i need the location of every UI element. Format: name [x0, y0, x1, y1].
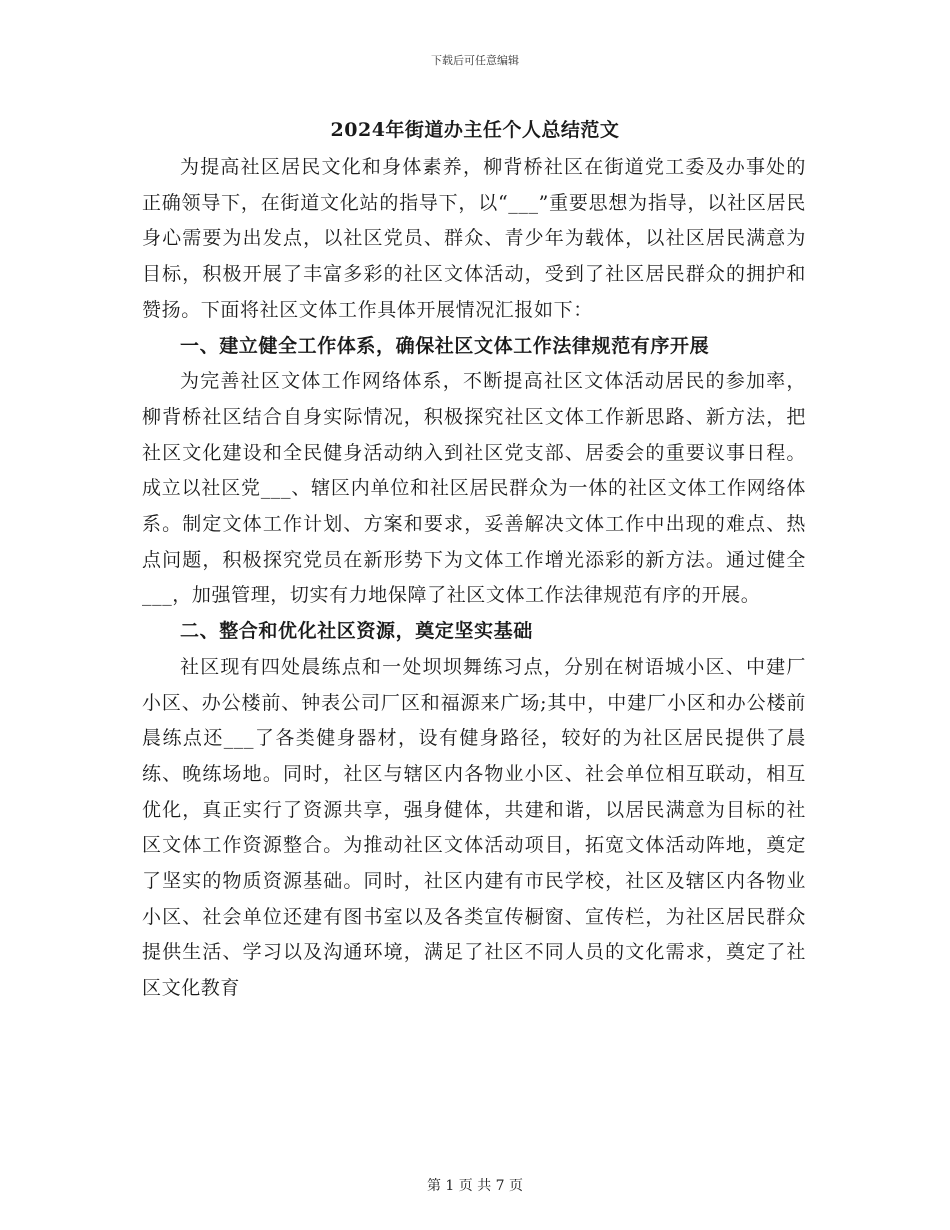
intro-paragraph: 为提高社区居民文化和身体素养，柳背桥社区在街道党工委及办事处的正确领导下，在街道文化站的指导下，以“___”重要思想为指导，以社区居民身心需要为出发点，以社区党员、群众、青少年为载体，以社区居民满意为目标，积极开展了丰富多彩的社区文体活动，受到了社区居民群众的拥护和赞扬。下面将社区文体工作具体开展情况汇报如下：	[142, 156, 806, 321]
document-title: 2024年街道办主任个人总结范文	[330, 119, 620, 141]
document-body	[142, 150, 806, 1007]
section-heading-2: 二、整合和优化社区资源，奠定坚实基础	[180, 620, 533, 643]
page-header-note: 下载后可任意编辑	[431, 54, 519, 67]
section-heading-1: 一、建立健全工作体系，确保社区文体工作法律规范有序开展	[180, 334, 710, 357]
page-number: 第 1 页 共 7 页	[426, 1178, 524, 1194]
section-1-paragraph: 为完善社区文体工作网络体系，不断提高社区文体活动居民的参加率，柳背桥社区结合自身实际情况，积极探究社区文体工作新思路、新方法，把社区文化建设和全民健身活动纳入到社区党支部、居委会的重要议事日程。成立以社区党___、辖区内单位和社区居民群众为一体的社区文体工作网络体系。制定文体工作计划、方案和要求，妥善解决文体工作中出现的难点、热点问题，积极探究党员在新形势下为文体工作增光添彩的新方法。通过健全___，加强管理，切实有力地保障了社区文体工作法律规范有序的开展。	[142, 370, 806, 607]
section-2-paragraph: 社区现有四处晨练点和一处坝坝舞练习点，分别在树语城小区、中建厂小区、办公楼前、钟表公司厂区和福源来广场;其中，中建厂小区和办公楼前晨练点还___了各类健身器材，设有健身路径，较好的为社区居民提供了晨练、晚练场地。同时，社区与辖区内各物业小区、社会单位相互联动，相互优化，真正实行了资源共享，强身健体，共建和谐，以居民满意为目标的社区文体工作资源整合。为推动社区文体活动项目，拓宽文体活动阵地，奠定了坚实的物质资源基础。同时，社区内建有市民学校，社区及辖区内各物业小区、社会单位还建有图书室以及各类宣传橱窗、宣传栏，为社区居民群众提供生活、学习以及沟通环境，满足了社区不同人员的文化需求，奠定了社区文化教育	[142, 655, 806, 1000]
